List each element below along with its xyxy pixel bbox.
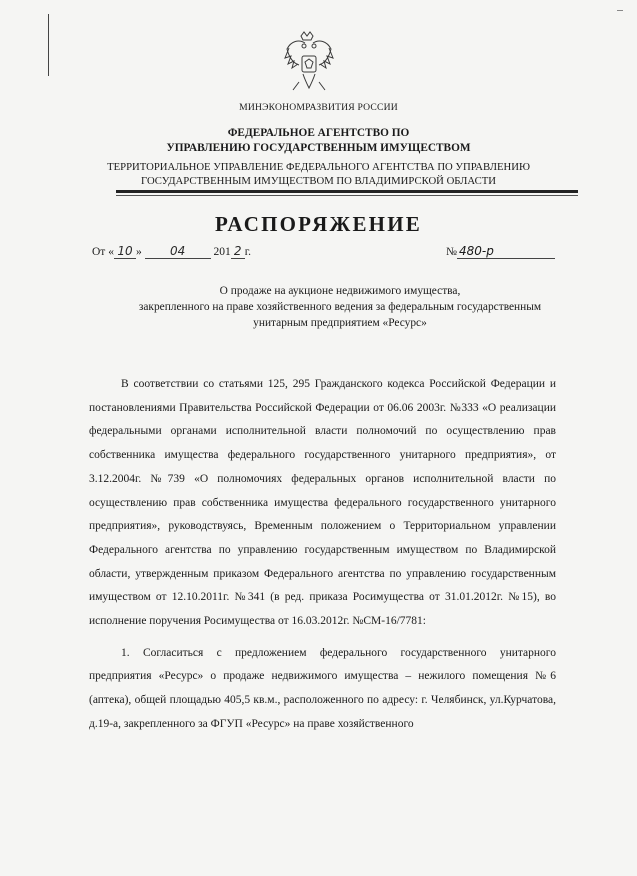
subject-line2: закрепленного на праве хозяйственного ведения за федеральным государственным: [138, 301, 542, 314]
date-month: 04: [145, 244, 211, 259]
subject-line1: О продаже на аукционе недвижимого имущества,: [219, 285, 461, 297]
document-number: [446, 244, 555, 259]
date-mid: »: [135, 246, 142, 258]
agency-name-line2: УПРАВЛЕНИЮ ГОСУДАРСТВЕННЫМ ИМУЩЕСТВОМ: [166, 141, 471, 154]
coat-of-arms-emblem-icon: [281, 30, 337, 96]
territorial-office-name: [0, 160, 637, 188]
date-prefix: От «: [92, 246, 114, 258]
document-subject: [90, 283, 590, 332]
date-year-suffix: 2: [231, 244, 245, 259]
number-value: 480-р: [457, 244, 555, 259]
agency-name-line1: ФЕДЕРАЛЬНОЕ АГЕНТСТВО ПО: [227, 127, 410, 139]
subject-line3: унитарным предприятием «Ресурс»: [253, 317, 427, 330]
document-title: РАСПОРЯЖЕНИЕ: [215, 212, 422, 236]
header-divider-thin: [116, 195, 578, 196]
document-body: [89, 373, 556, 737]
body-paragraph: 1. Согласиться с предложением федерального государственного унитарного предприятия «Ресурс» о продаже недвижимого имущества – нежилого помещения №6 (аптека), общей площадью 405,5 кв.м., расположенного по адресу: г. Челябинск, ул.Курчатова, д.19-а, закрепленного за ФГУП «Ресурс» на праве хозяйственного: [89, 646, 556, 730]
header-divider-thick: [116, 190, 578, 193]
date-year-prefix: 201: [213, 246, 231, 258]
territorial-line1: ТЕРРИТОРИАЛЬНОЕ УПРАВЛЕНИЕ ФЕДЕРАЛЬНОГО АГЕНТСТВА ПО УПРАВЛЕНИЮ: [107, 161, 530, 173]
territorial-line2: ГОСУДАРСТВЕННЫМ ИМУЩЕСТВОМ ПО ВЛАДИМИРСКОЙ ОБЛАСТИ: [141, 175, 496, 187]
body-paragraph: В соответствии со статьями 125, 295 Гражданского кодекса Российской Федерации и постановлениями Правительства Российской Федерации от 06.06 2003г. №333 «О реализации федеральными органами исполнительной власти полномочий по осуществлению прав собственника имущества федерального государственного унитарного предприятия», от 3.12.2004г. №739 «О полномочиях федеральных органов исполнительной власти по осуществлению прав собственника имущества федерального государственного унитарного предприятия», руководствуясь, Временным положением о Территориальном управлении Федерального агентства по управлению государственным имуществом по Владимирской области, утвержденным приказом Федерального агентства по управлению государственным имуществом от 12.10.2011г. №341 (в ред. приказа Росимущества от 31.01.2012г. №15), во исполнение поручения Росимущества от 16.03.2012г. №СМ-16/7781:: [89, 378, 556, 628]
margin-line: [48, 14, 49, 76]
ministry-name: МИНЭКОНОМРАЗВИТИЯ РОССИИ: [239, 102, 398, 113]
corner-mark: [617, 10, 623, 17]
document-date: [92, 244, 251, 259]
date-suffix: г.: [244, 246, 252, 258]
number-prefix: №: [446, 246, 457, 258]
date-day: 10: [114, 244, 136, 259]
agency-name: [0, 126, 637, 155]
